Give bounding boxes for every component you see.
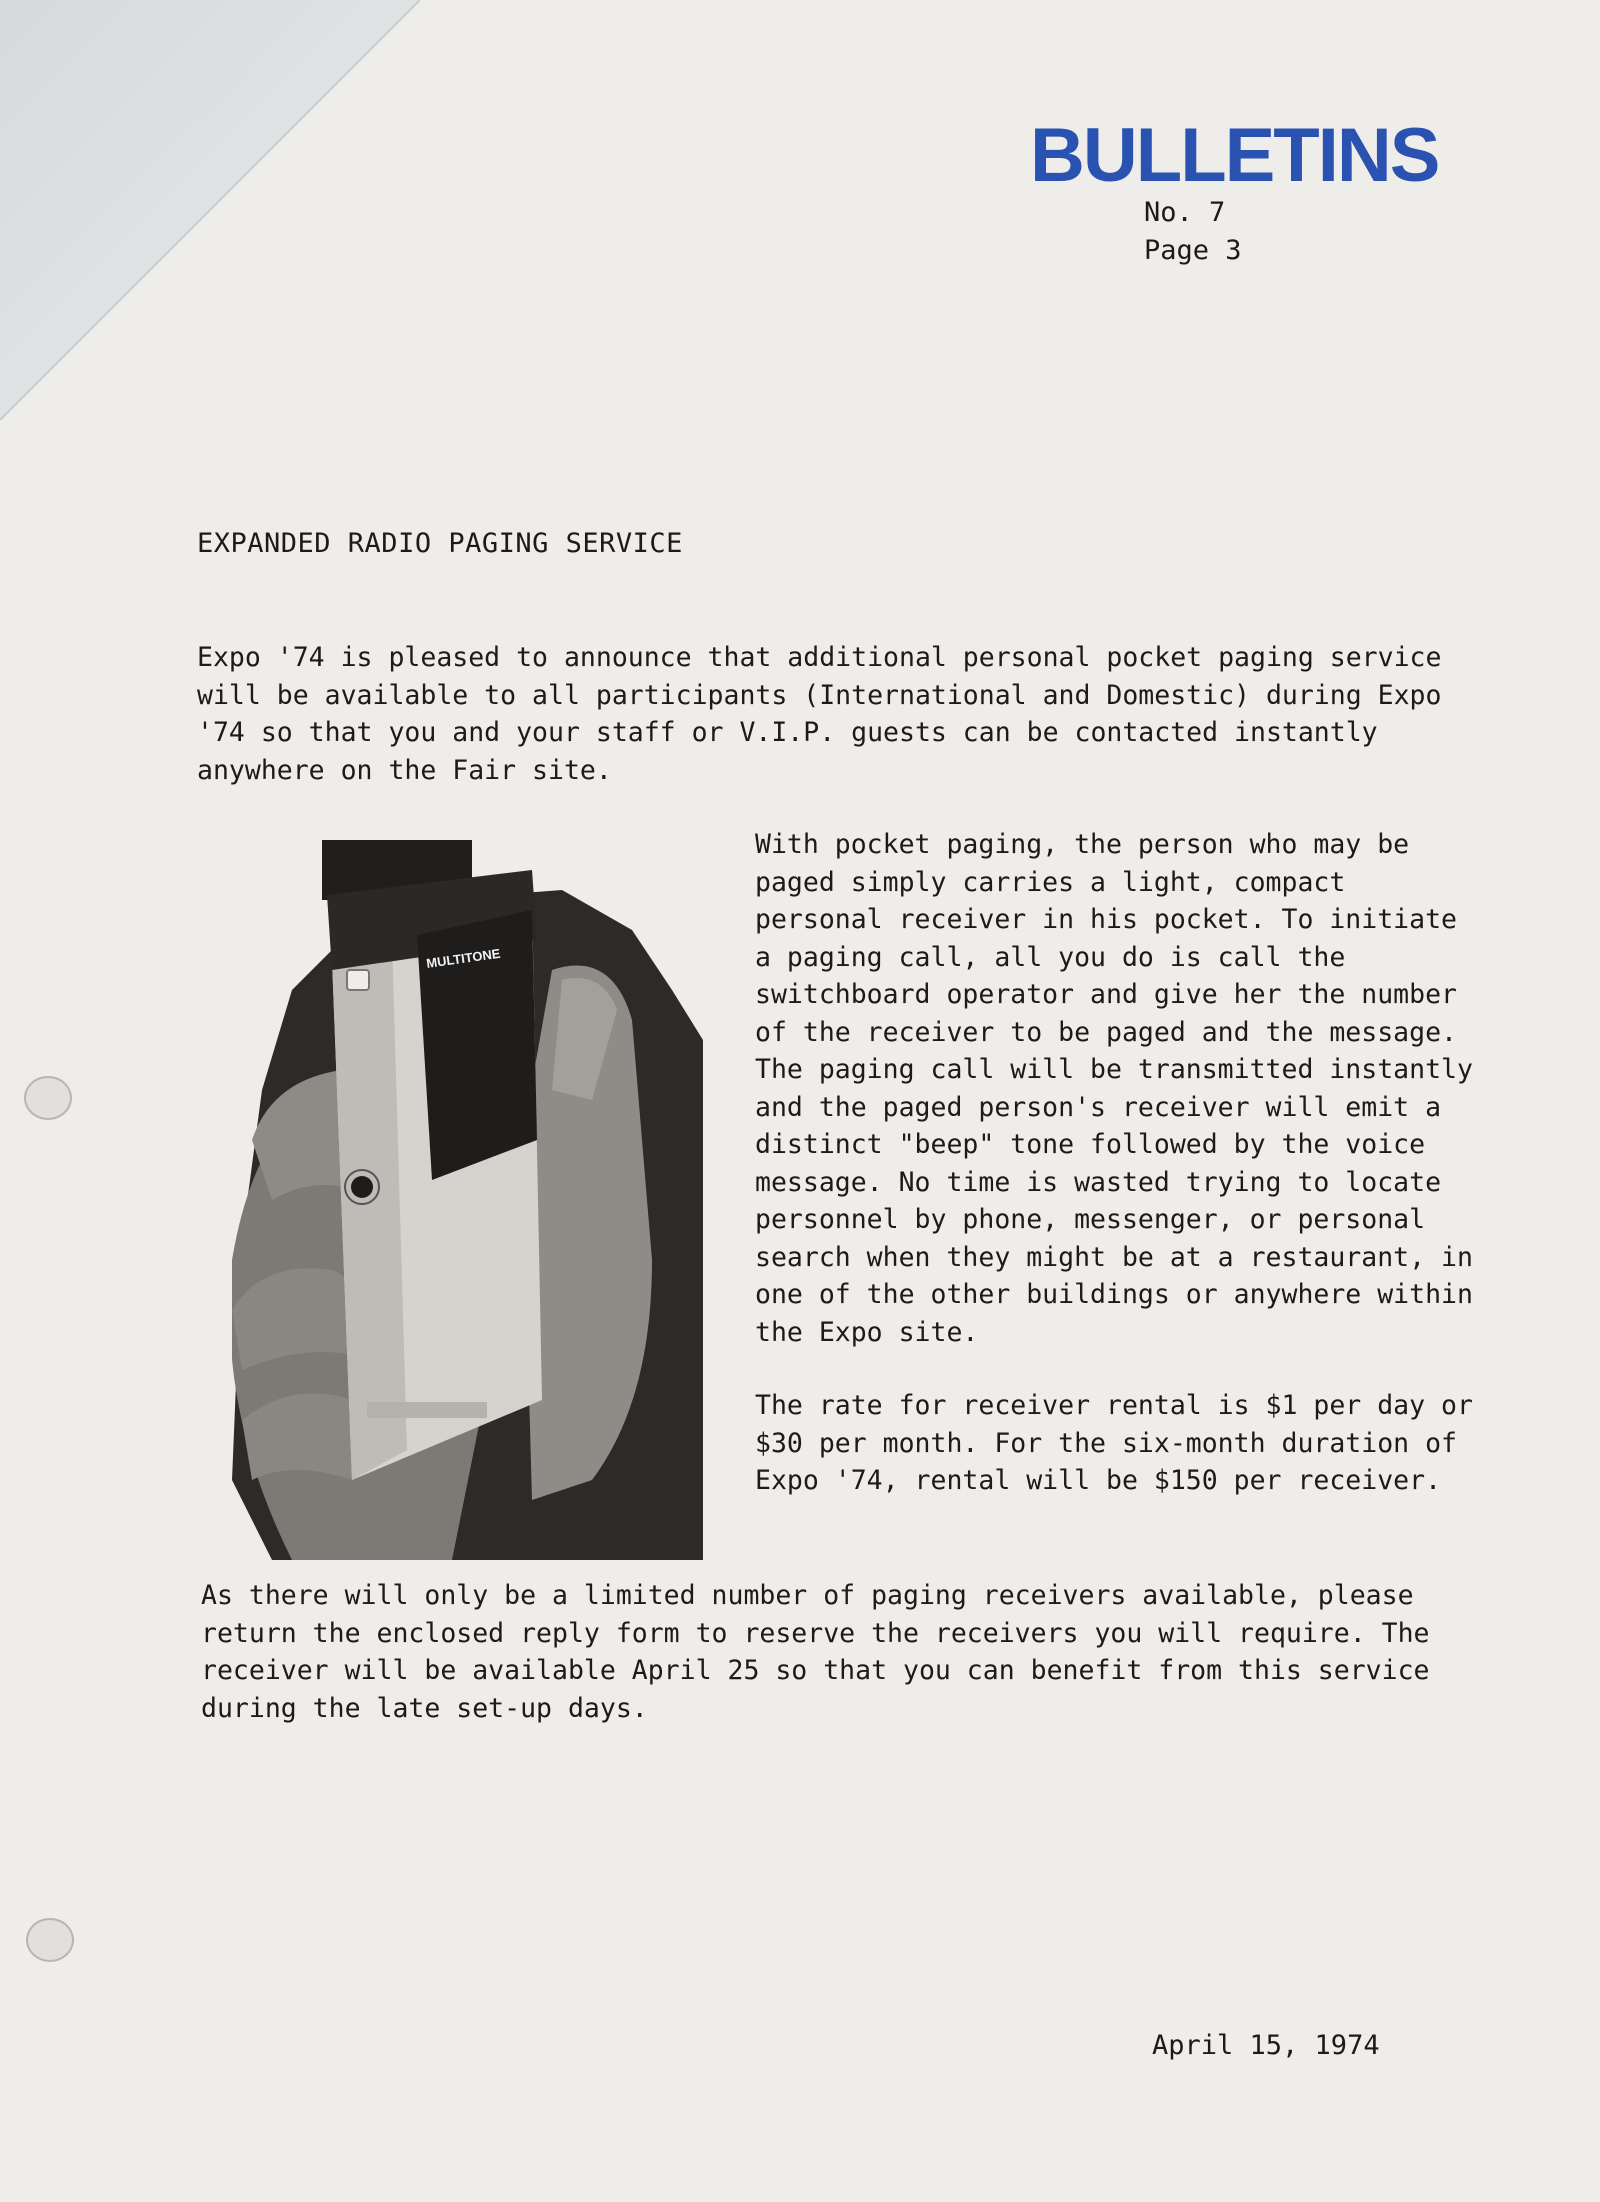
section-heading: EXPANDED RADIO PAGING SERVICE [197, 528, 683, 559]
page-number: Page 3 [1144, 235, 1242, 266]
bulletins-title: BULLETINS [1030, 113, 1439, 198]
intro-paragraph: Expo '74 is pleased to announce that additional personal pocket paging service will be available to all participants (International and Domestic) during Expo '74 so that you and your staff or V.I.P. guests can be contacted instantly anywhere on the Fair site. [197, 642, 1442, 786]
punch-hole [24, 1076, 72, 1120]
pocket-paging-paragraph: With pocket paging, the person who may be paged simply carries a light, compact personal receiver in his pocket. To initiate a paging call, all you do is call the switchboard operator and give her the number of the receiver to be paged and the message. The paging call will be transmitted instantly and the paged person's receiver will emit a distinct "beep" tone followed by the voice message. No time is wasted trying to locate personnel by phone, messenger, or personal search when they might be at a restaurant, in one of the other buildings or anywhere within the Expo site. [755, 829, 1473, 1348]
rate-paragraph: The rate for receiver rental is $1 per day or $30 per month. For the six-month duration of Expo '74, rental will be $150 per receiver. [755, 1390, 1473, 1496]
availability-paragraph: As there will only be a limited number of paging receivers available, please return the enclosed reply form to reserve the receivers you will require. The receiver will be available April 25 so that you can benefit from this service during the late set-up days. [201, 1580, 1430, 1724]
bulletin-date: April 15, 1974 [1152, 2030, 1380, 2061]
pager-photo [232, 840, 703, 1560]
bulletin-number: No. 7 [1144, 197, 1226, 228]
punch-hole [26, 1918, 74, 1962]
folded-corner [0, 0, 420, 420]
pager-brand-label: MULTITONE [425, 945, 502, 971]
issue-info [1144, 194, 1242, 270]
